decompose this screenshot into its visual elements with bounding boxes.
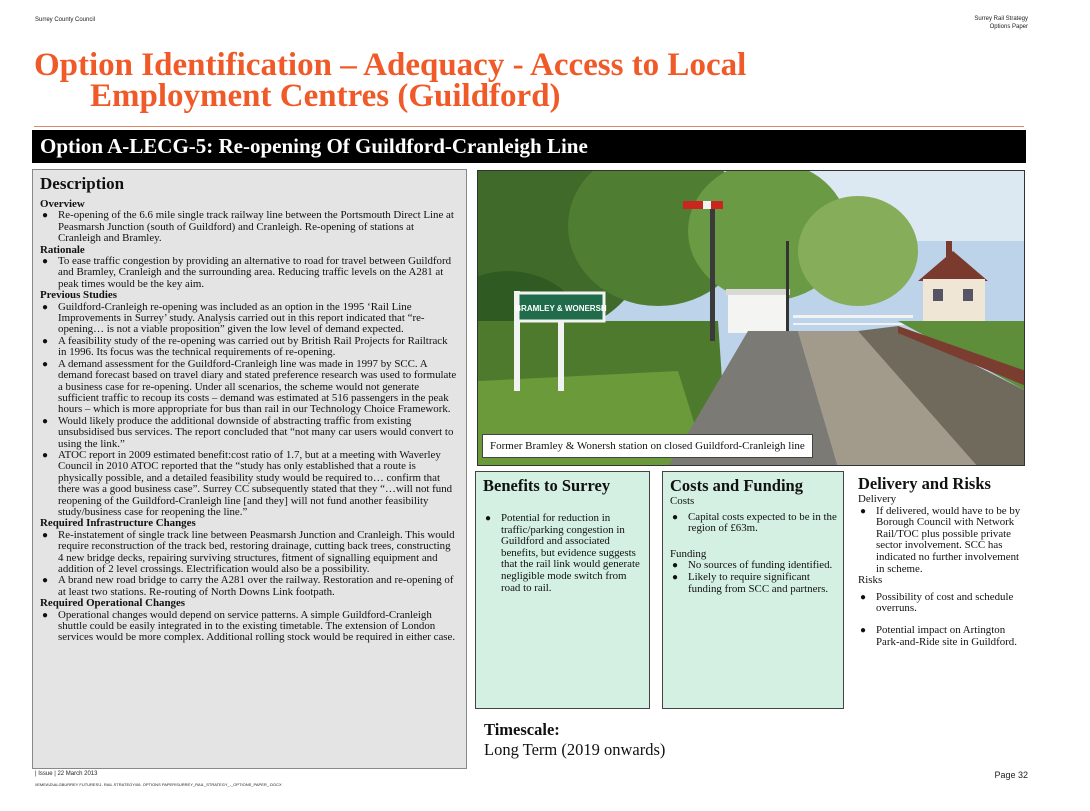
list-item-text: ATOC report in 2009 estimated benefit:cost ratio of 1.7, but at a meeting with Waverley Council in 2010 ATOC reported that the “study has only established that a route is physically possible, and a detailed feasibility study would be required to… confirm that there was a good business case”. Surrey CC subsequently stated that they “…will not fund reopening of the Guildford-Cranleigh line [and they] will not fund another feasibility study/business case for reopening the line.” xyxy=(58,448,453,518)
list-item-text: To ease traffic congestion by providing an alternative to road for travel between Guildford and Bramley, Cranleigh and the surrounding area. Reducing traffic levels on the A281 at peak times would be the key aim. xyxy=(58,255,452,290)
bullet-icon: ● xyxy=(860,624,867,636)
costs-list xyxy=(670,512,837,535)
list-item xyxy=(40,256,458,290)
list-item-text: Operational changes would depend on service patterns. A simple Guildford-Cranleigh shuttle could be easily integrated in to the existing timetable. The extension of London services would be more complex. Additional rolling stock would be required in either case. xyxy=(58,608,456,644)
benefits-list xyxy=(483,513,643,594)
bullet-icon: ● xyxy=(42,358,49,370)
list-item xyxy=(670,512,837,535)
list-item-text: Possibility of cost and schedule overruns. xyxy=(876,590,1014,615)
list-item-text: A feasibility study of the re-opening was carried out by British Rail Projects for Railtrack in 1996. Its focus was the technical requirements of re-opening. xyxy=(58,334,448,359)
list-item-text: Likely to require significant funding from SCC and partners. xyxy=(688,570,829,595)
page-title xyxy=(34,47,747,114)
benefits-panel xyxy=(475,471,650,709)
bullet-icon: ● xyxy=(860,591,867,603)
list-item xyxy=(858,592,1030,615)
list-item-text: A brand new road bridge to carry the A281 over the railway. Restoration and re-opening of at least two stations. Re-routing of North Downs Link footpath. xyxy=(58,574,454,598)
bullet-icon: ● xyxy=(42,335,49,347)
list-item xyxy=(858,506,1030,576)
timescale-heading: Timescale: xyxy=(484,720,560,739)
list-item-text: Capital costs expected to be in the region of £63m. xyxy=(688,510,837,535)
station-photo xyxy=(477,170,1025,466)
list-item-text: Would likely produce the additional downside of abstracting traffic from existing unsubsidised bus services. The report concluded that “not many car users would convert to using the link.” xyxy=(58,414,454,450)
list-item-text: A demand assessment for the Guildford-Cranleigh line was made in 1997 by SCC. A demand forecast based on travel diary and stated preference research was used to formulate a business case for re-opening. Under all scenarios, the scheme would not generate sufficient traffic to recoup its costs – demand was estimated at 516 passengers in the peak hours – which is more appropriate for bus than rail in our Technology Choice Framework. xyxy=(58,357,457,416)
list-item-text: Re-opening of the 6.6 mile single track railway line between the Portsmouth Direct Line at Peasmarsh Junction (south of Guildford) and Cranleigh. Re-opening of stations at Cranleigh and Bramley. xyxy=(58,209,454,245)
costs-label: Costs xyxy=(670,495,695,507)
station-sign-text: BRAMLEY & WONERSH xyxy=(515,304,607,313)
delivery-label: Delivery xyxy=(858,493,897,505)
costs-funding-heading: Costs and Funding xyxy=(670,476,803,495)
page-title-line1: Option Identification – Adequacy - Access to Local xyxy=(34,47,747,83)
bullet-icon: ● xyxy=(42,301,49,313)
bullet-icon: ● xyxy=(42,415,49,427)
bullet-icon: ● xyxy=(42,256,49,268)
operational-list xyxy=(40,610,458,644)
funding-label: Funding xyxy=(670,547,707,560)
page-number: Page 32 xyxy=(994,770,1028,780)
list-item xyxy=(40,450,458,518)
list-item xyxy=(858,625,1030,648)
list-item-text: No sources of funding identified. xyxy=(688,559,833,572)
bullet-icon: ● xyxy=(42,210,49,222)
footer-issue: | Issue | 22 March 2013 xyxy=(35,771,98,777)
previous-studies-label: Previous Studies xyxy=(40,289,117,302)
delivery-risks-panel xyxy=(855,474,1030,648)
list-item xyxy=(40,610,458,644)
timescale-section xyxy=(484,720,665,760)
bullet-icon: ● xyxy=(672,560,679,572)
bullet-icon: ● xyxy=(42,449,49,461)
description-panel xyxy=(32,169,467,769)
page-title-line2: Employment Centres (Guildford) xyxy=(90,78,561,114)
bullet-icon: ● xyxy=(672,511,679,523)
infrastructure-list xyxy=(40,530,458,598)
bullet-icon: ● xyxy=(42,575,49,587)
timescale-value: Long Term (2019 onwards) xyxy=(484,740,666,759)
option-banner: Option A-LECG-5: Re-opening Of Guildford-Cranleigh Line xyxy=(32,130,1026,163)
list-item-text: Guildford-Cranleigh re-opening was included as an option in the 1995 ‘Rail Line Improvements in Surrey’ study. Analysis carried out in this report indicated that “re-opening… is not a viable proposition” given the low level of demand expected. xyxy=(58,300,425,336)
title-divider xyxy=(34,126,1024,127)
bullet-icon: ● xyxy=(42,609,49,621)
risks-label: Risks xyxy=(858,574,883,587)
operational-label: Required Operational Changes xyxy=(40,597,186,610)
photo-caption: Former Bramley & Wonersh station on closed Guildford-Cranleigh line xyxy=(482,434,813,458)
list-item-text: Potential impact on Artington Park-and-Ride site in Guildford. xyxy=(876,623,1017,648)
list-item xyxy=(40,336,458,359)
header-document-line2: Options Paper xyxy=(989,24,1028,30)
overview-list xyxy=(40,210,458,244)
delivery-list xyxy=(858,506,1030,576)
header-document xyxy=(974,15,1028,31)
list-item xyxy=(40,302,458,336)
rationale-list xyxy=(40,256,458,290)
header-organisation: Surrey County Council xyxy=(35,17,96,23)
previous-studies-list xyxy=(40,302,458,519)
overview-label: Overview xyxy=(40,198,85,210)
list-item xyxy=(40,416,458,450)
header-document-line1: Surrey Rail Strategy xyxy=(974,16,1028,22)
bullet-icon: ● xyxy=(860,505,867,517)
list-item xyxy=(40,530,458,576)
bullet-icon: ● xyxy=(672,571,679,583)
delivery-risks-heading: Delivery and Risks xyxy=(858,474,991,493)
bullet-icon: ● xyxy=(42,529,49,541)
list-item xyxy=(40,575,458,598)
list-item-text: Potential for reduction in traffic/parking congestion in Guildford and associated benefits, but evidence suggests that the rail link would generate negligible mode switch from road to rail. xyxy=(501,512,640,594)
list-item xyxy=(670,572,837,595)
funding-list xyxy=(670,560,837,595)
costs-funding-panel xyxy=(662,471,844,709)
footer-file-path: \\EMEA\D\ALGBURREY FUTURES\1. RAIL STRATEGY\06. OPTIONS PAPER\SURREY_RAIL_STRATEGY_-_OPTIONS_PAPER_.DOCX xyxy=(35,782,282,787)
description-heading: Description xyxy=(40,174,125,193)
benefits-heading: Benefits to Surrey xyxy=(483,476,611,495)
station-photo-illustration xyxy=(478,171,1025,466)
bullet-icon: ● xyxy=(485,513,492,524)
list-item-text: Re-instatement of single track line between Peasmarsh Junction and Cranleigh. This would require reconstruction of the track bed, restoring drainage, cutting back trees, constructing 4 new bridge decks, repairing surviving structures, fitment of signalling equipment and addition of 2 level crossings. Electrification would also be a possibility. xyxy=(58,528,455,575)
list-item xyxy=(40,359,458,416)
infrastructure-label: Required Infrastructure Changes xyxy=(40,517,196,530)
rationale-label: Rationale xyxy=(40,243,85,256)
list-item xyxy=(40,210,458,244)
risks-list xyxy=(858,592,1030,648)
list-item xyxy=(483,513,643,594)
list-item-text: If delivered, would have to be by Borough Council with Network Rail/TOC plus possible private sector involvement. SCC has indicated no further involvement in scheme. xyxy=(876,504,1021,575)
